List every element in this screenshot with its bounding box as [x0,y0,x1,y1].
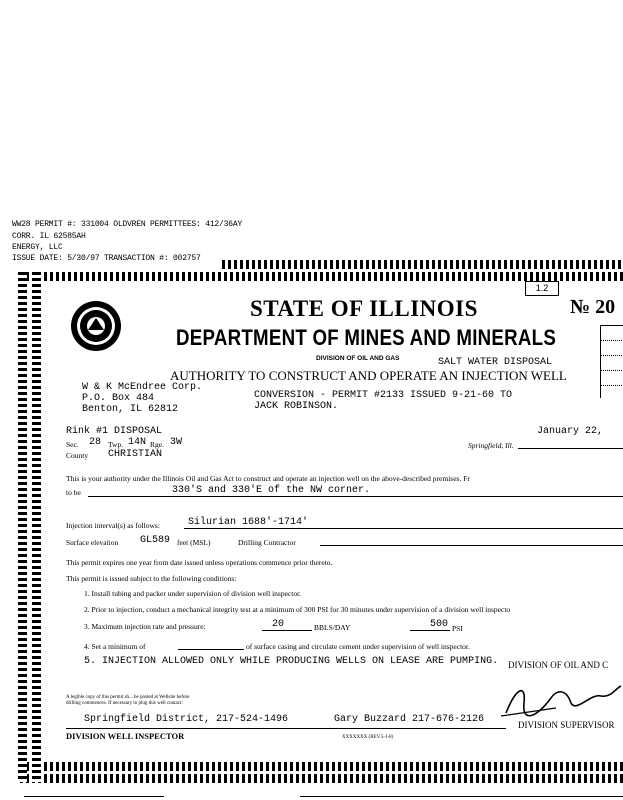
border-left-inner [32,272,41,782]
header-stamp-line4: ISSUE DATE: 5/30/97 TRANSACTION #: 002757 [12,254,201,263]
permit-number-label: № 20 [570,296,616,318]
subject-text: This permit is issued subject to the following conditions: [66,574,237,583]
drilling-underline [320,545,623,546]
condition-4: 4. Set a minimum of [84,642,146,651]
conversion-line1: CONVERSION - PERMIT #2133 ISSUED 9-21-60 TO [254,390,513,401]
date-underline [518,448,623,449]
conversion-line2: JACK ROBINSON. [254,401,339,412]
authority-text: This is your authority under the Illinois Oil and Gas Act to construct and operate an injection well on the above-described premises. Fr [66,474,470,483]
form-code: XXXXXXX (REV.5-1-8) [342,735,394,740]
condition-4-rest: of surface casing and circulate cement under supervision of well inspector. [246,642,470,651]
feet-label: feet (MSL) [177,538,211,547]
border-bottom-outer [20,774,623,783]
border-left [18,272,27,782]
drilling-label: Drilling Contractor [238,538,296,547]
inspector-underline [66,728,506,729]
rate-bbls: 20 [272,619,285,630]
state-seal-icon [70,300,122,352]
bottom-rule-left [24,796,164,797]
operator-box: P.O. Box 484 [82,393,155,404]
posting-note-2: drilling commences. If necessary to plug this well contact: [66,701,183,706]
title-salt-water: SALT WATER DISPOSAL [438,357,553,368]
condition-1: 1. Install tubing and packer under supervision of division well inspector. [84,589,302,598]
well-name: Rink #1 DISPOSAL [66,426,163,437]
to-be-label: to be [66,488,81,497]
header-stamp-line1: WW28 PERMIT #: 331004 OLDVREN PERMITTEES: 412/36AY [12,220,243,229]
border-bottom [20,762,623,771]
twp-value: 14N [128,437,147,448]
rate-psi: 500 [430,619,449,630]
condition-4-underline [178,649,244,650]
operator-city: Benton, IL 62812 [82,404,179,415]
sec-value: 28 [89,437,102,448]
rate-psi-label: PSI [452,624,463,633]
date-value: January 22, [537,426,604,437]
sec-label: Sec. [66,440,79,449]
condition-2: 2. Prior to injection, conduct a mechanical integrity test at a minimum of 300 PSI for 30 minutes under supervision of a division well inspecto [84,605,511,614]
rate-bbls-label: BBLS/DAY [314,623,351,632]
injection-label: Injection interval(s) as follows: [66,521,160,530]
county-label: County [66,451,89,460]
rate-bbls-underline [262,630,312,631]
location-underline [88,496,623,497]
division-label: DIVISION OF OIL AND C [508,660,609,670]
condition-5: 5. INJECTION ALLOWED ONLY WHILE PRODUCING WELLS ON LEASE ARE PUMPING. [84,656,499,667]
rge-value: 3W [170,437,183,448]
posting-note-1: A legible copy of this permit sh... be posted at Wellsite before [66,695,190,700]
county-value: CHRISTIAN [108,449,163,460]
operator-name: W & K McEndree Corp. [82,382,203,393]
border-top [222,260,623,269]
permit-code-box: 1.2 [525,281,559,296]
border-top-inner [20,272,623,281]
inspector-contact: Gary Buzzard 217-676-2126 [334,714,485,725]
title-authority: AUTHORITY TO CONSTRUCT AND OPERATE AN INJECTION WELL [170,368,567,383]
expires-text: This permit expires one year from date issued unless operations commence prior thereto. [66,558,333,567]
springfield-label: Springfield, Ill. [468,441,514,450]
condition-3: 3. Maximum injection rate and pressure: [84,622,206,631]
header-stamp-line2: CORR. IL 62585AH [12,232,86,241]
district-contact: Springfield District, 217-524-1496 [84,714,289,725]
surface-label: Surface elevation [66,538,119,547]
bottom-rule-right [300,796,623,797]
rate-psi-underline [410,630,450,631]
supervisor-label: DIVISION SUPERVISOR [518,720,615,730]
supervisor-signature-icon [496,678,623,723]
location-value: 330'S and 330'E of the NW corner. [172,485,371,496]
injection-value: Silurian 1688'-1714' [188,517,309,528]
title-department: DEPARTMENT OF MINES AND MINERALS [176,325,557,350]
side-grid [600,325,623,398]
header-stamp-line3: ENERGY, LLC [12,243,63,252]
title-state: STATE OF ILLINOIS [250,296,478,321]
twp-label: Twp. [108,440,124,449]
surface-value: GL589 [140,535,171,546]
title-division: DIVISION OF OIL AND GAS [316,355,400,362]
rge-label: Rge. [150,440,164,449]
inspector-label: DIVISION WELL INSPECTOR [66,731,185,741]
injection-underline [184,528,623,529]
